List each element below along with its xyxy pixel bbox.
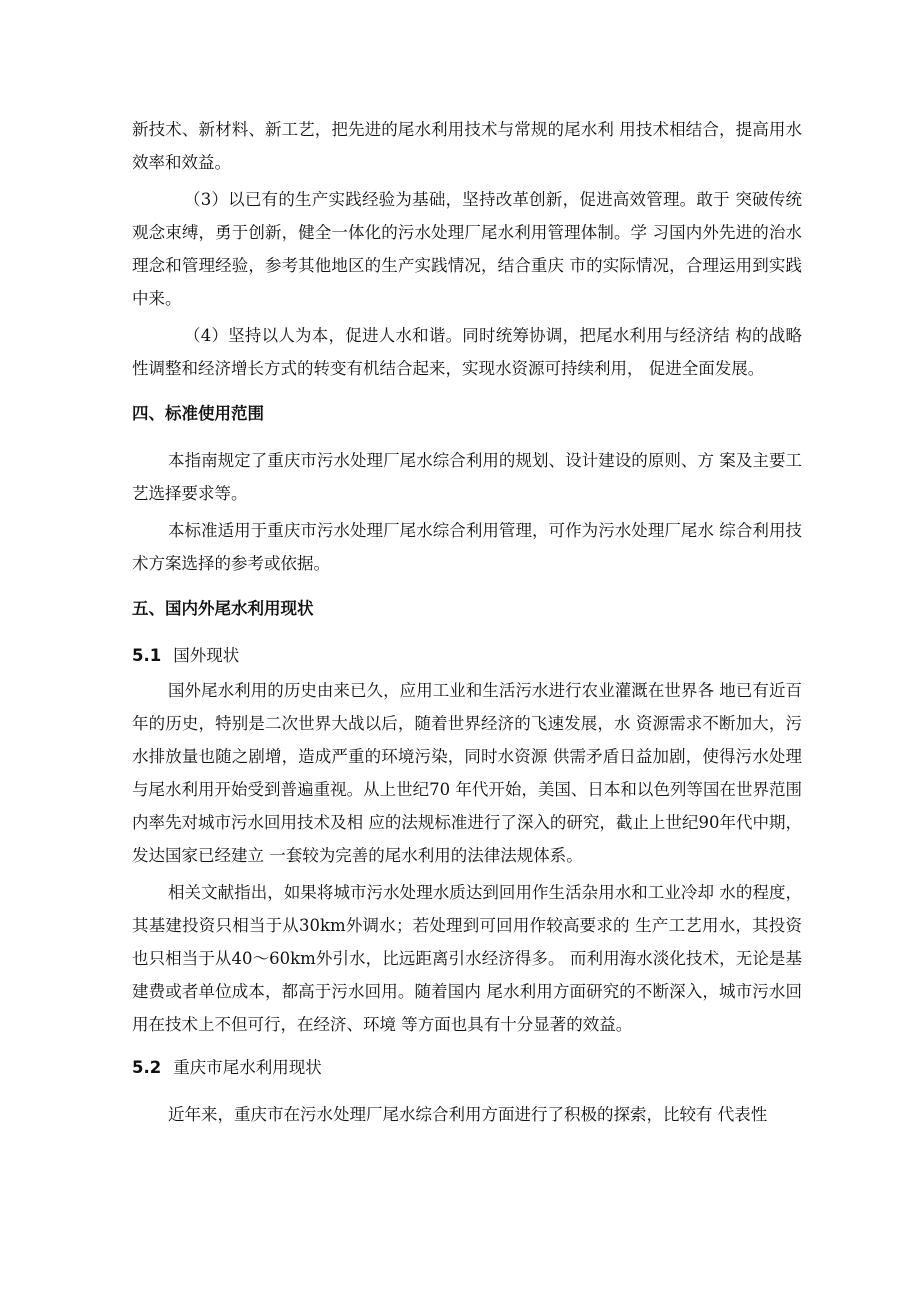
section-4-heading: 四、标准使用范围 [132, 404, 264, 423]
subsection-5-2-number: 5.2 [132, 1058, 162, 1077]
subsection-5-1-title: 国外现状 [173, 646, 240, 665]
subsection-5-2-heading [132, 1051, 802, 1084]
section-5-heading: 五、国内外尾水利用现状 [132, 599, 314, 618]
paragraph-item-4: （4）坚持以人为本，促进人水和谐。同时统筹协调，把尾水利用与经济结 构的战略性调整和经济增长方式的转变有机结合起来，实现水资源可持续利用， 促进全面发展。 [132, 326, 802, 378]
section-4-paragraph-1: 本指南规定了重庆市污水处理厂尾水综合利用的规划、设计建设的原则、方 案及主要工艺选择要求等。 [132, 451, 802, 503]
subsection-5-1-heading [132, 639, 802, 672]
subsection-5-1-number: 5.1 [132, 646, 162, 665]
subsection-5-1-paragraph-1: 国外尾水利用的历史由来已久，应用工业和生活污水进行农业灌溉在世界各 地已有近百年的历史，特别是二次世界大战以后，随着世界经济的飞速发展，水 资源需求不断加大，污水排放量也随之剧增，造成严重的环境污染，同时水资源 供需矛盾日益加剧，使得污水处理与尾水利用开始受到普遍重视。从上世纪70 年代开始，美国、日本和以色列等国在世界范围内率先对城市污水回用技术及相 应的法规标准进行了深入的研究，截止上世纪90年代中期，发达国家已经建立 一套较为完善的尾水利用的法律法规体系。 [132, 681, 802, 865]
paragraph-item-3: （3）以已有的生产实践经验为基础，坚持改革创新，促进高效管理。敢于 突破传统观念束缚，勇于创新，健全一体化的污水处理厂尾水利用管理体制。学 习国内外先进的治水理念和管理经验，参考其他地区的生产实践情况，结合重庆 市的实际情况，合理运用到实践中来。 [132, 190, 802, 308]
section-4-paragraph-2: 本标准适用于重庆市污水处理厂尾水综合利用管理，可作为污水处理厂尾水 综合利用技术方案选择的参考或依据。 [132, 521, 802, 573]
subsection-5-1-paragraph-2: 相关文献指出，如果将城市污水处理水质达到回用作生活杂用水和工业冷却 水的程度，其基建投资只相当于从30km外调水；若处理到可回用作较高要求的 生产工艺用水，其投资也只相当于从40～60km外引水，比远距离引水经济得多。 而利用海水淡化技术，无论是基建费或者单位成本，都高于污水回用。随着国内 尾水利用方面研究的不断深入，城市污水回用在技术上不但可行，在经济、环境 等方面也具有十分显著的效益。 [132, 883, 802, 1034]
paragraph-new-technology: 新技术、新材料、新工艺，把先进的尾水利用技术与常规的尾水利 用技术相结合，提高用水效率和效益。 [132, 120, 802, 172]
subsection-5-2-title: 重庆市尾水利用现状 [173, 1058, 322, 1077]
subsection-5-2-paragraph-1: 近年来，重庆市在污水处理厂尾水综合利用方面进行了积极的探索，比较有 代表性 [168, 1105, 768, 1124]
